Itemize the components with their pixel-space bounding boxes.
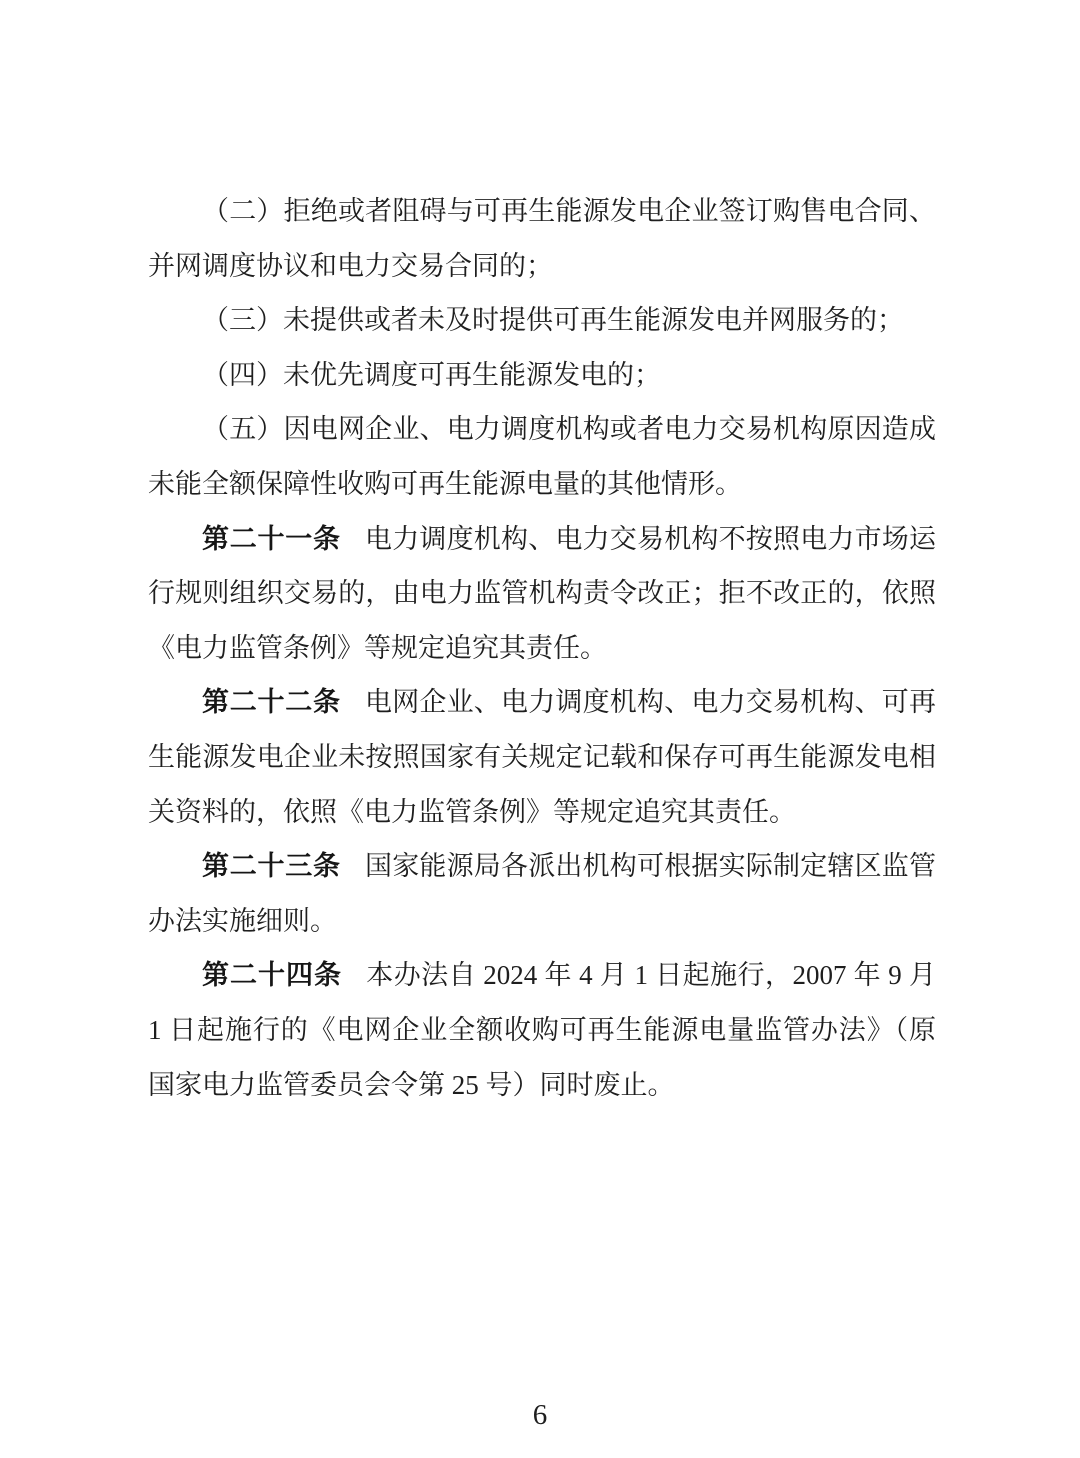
paragraph-text: （二）拒绝或者阻碍与可再生能源发电企业签订购售电合同、并网调度协议和电力交易合同的； — [148, 196, 936, 281]
paragraph — [148, 184, 936, 293]
paragraph-text: 国家能源局各派出机构可根据实际制定辖区监管办法实施细则。 — [148, 851, 936, 936]
page-number: 6 — [532, 1399, 548, 1431]
paragraph-text: （五）因电网企业、电力调度机构或者电力交易机构原因造成未能全额保障性收购可再生能源电量的其他情形。 — [148, 414, 936, 499]
paragraph — [148, 293, 936, 348]
paragraph — [148, 675, 936, 839]
paragraph-text: （三）未提供或者未及时提供可再生能源发电并网服务的； — [202, 305, 904, 336]
paragraph — [148, 948, 936, 1112]
paragraph — [148, 512, 936, 676]
article-number: 第二十三条 — [202, 851, 341, 882]
paragraph — [148, 839, 936, 948]
paragraph-text: 电网企业、电力调度机构、电力交易机构、可再生能源发电企业未按照国家有关规定记载和保存可再生能源发电相关资料的，依照《电力监管条例》等规定追究其责任。 — [148, 687, 936, 827]
paragraph-text: （四）未优先调度可再生能源发电的； — [202, 359, 661, 390]
document-body — [148, 184, 936, 1112]
paragraph — [148, 348, 936, 403]
paragraph — [148, 402, 936, 511]
paragraph-text: 本办法自 2024 年 4 月 1 日起施行，2007 年 9 月 1 日起施行的《电网企业全额收购可再生能源电量监管办法》（原国家电力监管委员会令第 25 号）同时废止。 — [148, 960, 937, 1100]
article-number: 第二十一条 — [202, 523, 341, 554]
paragraph-text: 电力调度机构、电力交易机构不按照电力市场运行规则组织交易的，由电力监管机构责令改正；拒不改正的，依照《电力监管条例》等规定追究其责任。 — [148, 523, 936, 663]
article-number: 第二十四条 — [202, 960, 342, 991]
article-number: 第二十二条 — [202, 687, 341, 718]
